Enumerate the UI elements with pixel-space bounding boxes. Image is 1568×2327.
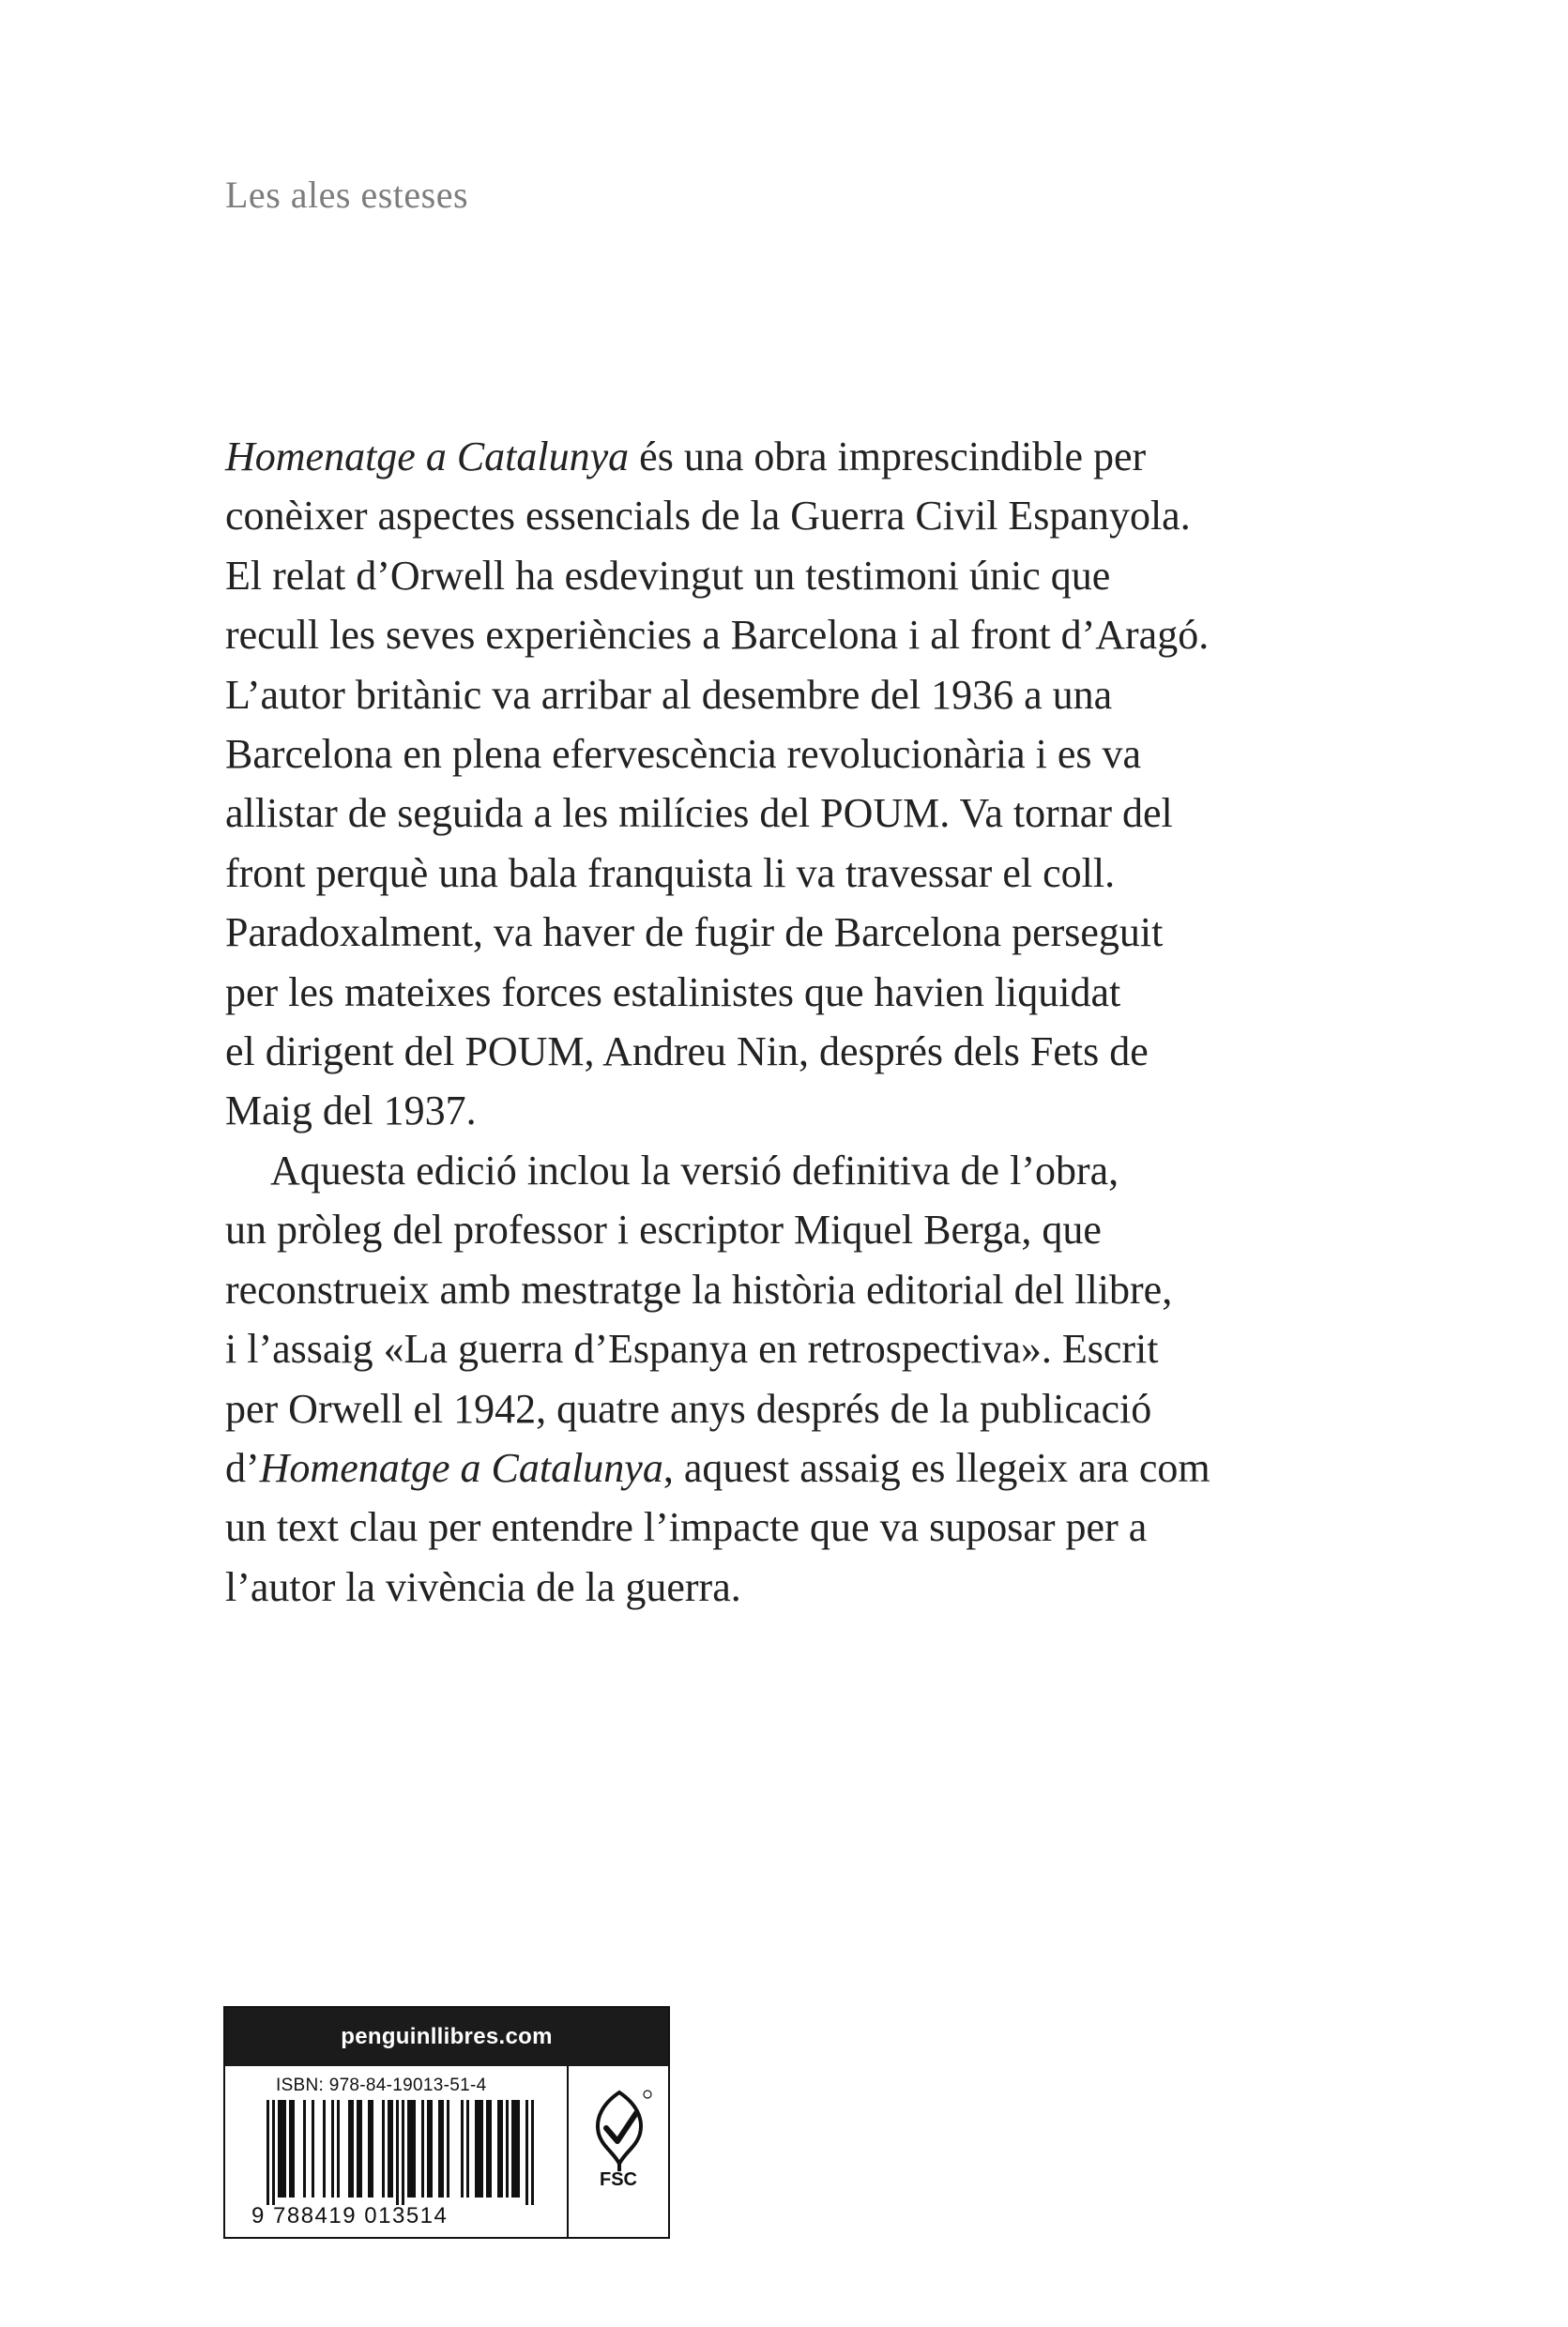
barcode-bar bbox=[506, 2100, 509, 2198]
barcode-bar bbox=[427, 2100, 430, 2198]
barcode-bar bbox=[447, 2100, 449, 2198]
blurb-line-text: d’ bbox=[225, 1444, 260, 1491]
barcode-bar bbox=[390, 2100, 393, 2198]
barcode-bar bbox=[359, 2100, 362, 2198]
blurb-line bbox=[225, 963, 1267, 1022]
barcode-bar bbox=[281, 2100, 283, 2198]
barcode-bar bbox=[531, 2100, 534, 2205]
blurb-line-text: El relat d’Orwell ha esdevingut un testimoni únic que bbox=[225, 552, 1111, 599]
blurb-line bbox=[225, 427, 1267, 486]
blurb-line-text: conèixer aspectes essencials de la Guerra Civil Espanyola. bbox=[225, 493, 1191, 540]
barcode-bar bbox=[441, 2100, 444, 2198]
publisher-website[interactable]: penguinllibres.com bbox=[225, 2008, 668, 2066]
isbn-label: ISBN: 978-84-19013-51-4 bbox=[276, 2076, 487, 2095]
barcode-bar bbox=[438, 2100, 441, 2198]
barcode-bar bbox=[368, 2100, 371, 2198]
fsc-divider bbox=[567, 2066, 569, 2239]
blurb-line-text: allistar de seguida a les milícies del POUM. Va tornar del bbox=[225, 790, 1173, 837]
blurb-line bbox=[225, 783, 1267, 843]
barcode-bar bbox=[497, 2100, 500, 2198]
book-title-italic: Homenatge a Catalunya bbox=[225, 433, 630, 479]
barcode-bar bbox=[278, 2100, 281, 2198]
blurb-line bbox=[225, 1260, 1267, 1319]
barcode-bar bbox=[371, 2100, 373, 2198]
barcode-digits: 9 788419 013514 bbox=[251, 2203, 449, 2228]
barcode-box bbox=[223, 2006, 670, 2239]
blurb-line-text: L’autor britànic va arribar al desembre del 1936 a una bbox=[225, 671, 1113, 718]
blurb-line-text: Aquesta edició inclou la versió definitiva de l’obra, bbox=[270, 1147, 1119, 1194]
barcode-bar bbox=[289, 2100, 292, 2198]
book-title-italic: Homenatge a Catalunya bbox=[259, 1444, 663, 1491]
barcode-bar bbox=[323, 2100, 326, 2198]
barcode-bar bbox=[413, 2100, 416, 2198]
fsc-label: FSC bbox=[600, 2169, 637, 2190]
blurb-line-text: per les mateixes forces estalinistes que havien liquidat bbox=[225, 968, 1121, 1015]
blurb-line-text: recull les seves experiències a Barcelona i al front d’Aragó. bbox=[225, 612, 1210, 659]
blurb-line bbox=[225, 546, 1267, 605]
blurb-line bbox=[225, 724, 1267, 783]
back-cover-blurb bbox=[225, 427, 1267, 1617]
barcode-bar bbox=[486, 2100, 489, 2198]
barcode-bar bbox=[337, 2100, 340, 2198]
barcode-bar bbox=[382, 2100, 385, 2198]
barcode-bar bbox=[410, 2100, 413, 2198]
barcode-bar bbox=[480, 2100, 483, 2198]
blurb-line bbox=[225, 1081, 1267, 1140]
barcode-bar bbox=[514, 2100, 517, 2198]
blurb-line-text: un text clau per entendre l’impacte que va suposar per a bbox=[225, 1504, 1148, 1551]
barcode-bar bbox=[312, 2100, 314, 2198]
barcode-bar bbox=[331, 2100, 334, 2198]
barcode-bar bbox=[348, 2100, 351, 2198]
series-name: Les ales esteses bbox=[225, 174, 469, 216]
blurb-line bbox=[225, 1438, 1267, 1498]
barcode-bar bbox=[351, 2100, 354, 2198]
blurb-line-text: reconstrueix amb mestratge la història editorial del llibre, bbox=[225, 1266, 1173, 1313]
barcode-bar bbox=[388, 2100, 390, 2198]
blurb-line bbox=[225, 844, 1267, 903]
barcode-bar bbox=[489, 2100, 492, 2198]
blurb-line-text: Paradoxalment, va haver de fugir de Barcelona perseguit bbox=[225, 909, 1164, 956]
barcode-bar bbox=[283, 2100, 286, 2198]
blurb-line bbox=[225, 1319, 1267, 1378]
blurb-line-text: l’autor la vivència de la guerra. bbox=[225, 1563, 741, 1610]
blurb-line bbox=[225, 1141, 1267, 1200]
blurb-line-text: i l’assaig «La guerra d’Espanya en retrospectiva». Escrit bbox=[225, 1326, 1159, 1373]
barcode-bar bbox=[402, 2100, 404, 2205]
barcode-bar bbox=[266, 2100, 269, 2205]
blurb-line-text: un pròleg del professor i escriptor Miquel Berga, que bbox=[225, 1207, 1102, 1254]
blurb-line bbox=[225, 903, 1267, 962]
barcode-bar bbox=[303, 2100, 306, 2198]
barcode-bar bbox=[396, 2100, 399, 2205]
blurb-line bbox=[225, 486, 1267, 545]
barcode-bar bbox=[357, 2100, 359, 2198]
blurb-paragraph-1 bbox=[225, 427, 1267, 1141]
blurb-line bbox=[225, 1022, 1267, 1081]
ean-barcode bbox=[250, 2100, 550, 2205]
barcode-bar bbox=[430, 2100, 433, 2198]
barcode-bar bbox=[478, 2100, 480, 2198]
barcode-bar bbox=[407, 2100, 410, 2198]
blurb-line bbox=[225, 1558, 1267, 1617]
barcode-bar bbox=[421, 2100, 424, 2198]
blurb-line-text: front perquè una bala franquista li va travessar el coll. bbox=[225, 849, 1116, 896]
barcode-bar bbox=[475, 2100, 478, 2198]
blurb-line-text: és una obra imprescindible per bbox=[629, 433, 1147, 479]
blurb-paragraph-2 bbox=[225, 1141, 1267, 1617]
barcode-bar bbox=[517, 2100, 520, 2198]
barcode-bar bbox=[461, 2100, 464, 2198]
blurb-line-text: el dirigent del POUM, Andreu Nin, després dels Fets de bbox=[225, 1028, 1149, 1075]
blurb-line bbox=[225, 1200, 1267, 1259]
blurb-line-text: Maig del 1937. bbox=[225, 1087, 477, 1134]
barcode-bar bbox=[525, 2100, 528, 2205]
blurb-line bbox=[225, 1379, 1267, 1438]
blurb-line bbox=[225, 1498, 1267, 1557]
blurb-line-text: per Orwell el 1942, quatre anys després de la publicació bbox=[225, 1385, 1152, 1432]
barcode-bar bbox=[500, 2100, 503, 2198]
barcode-bar bbox=[292, 2100, 295, 2198]
blurb-line bbox=[225, 605, 1267, 664]
barcode-bar bbox=[466, 2100, 469, 2198]
barcode-bar bbox=[272, 2100, 275, 2205]
blurb-line-text: , aquest assaig es llegeix ara com bbox=[662, 1444, 1210, 1491]
blurb-line-text: Barcelona en plena efervescència revolucionària i es va bbox=[225, 731, 1142, 778]
fsc-tree-check-icon bbox=[582, 2085, 657, 2226]
barcode-bar bbox=[511, 2100, 514, 2198]
blurb-line bbox=[225, 665, 1267, 724]
